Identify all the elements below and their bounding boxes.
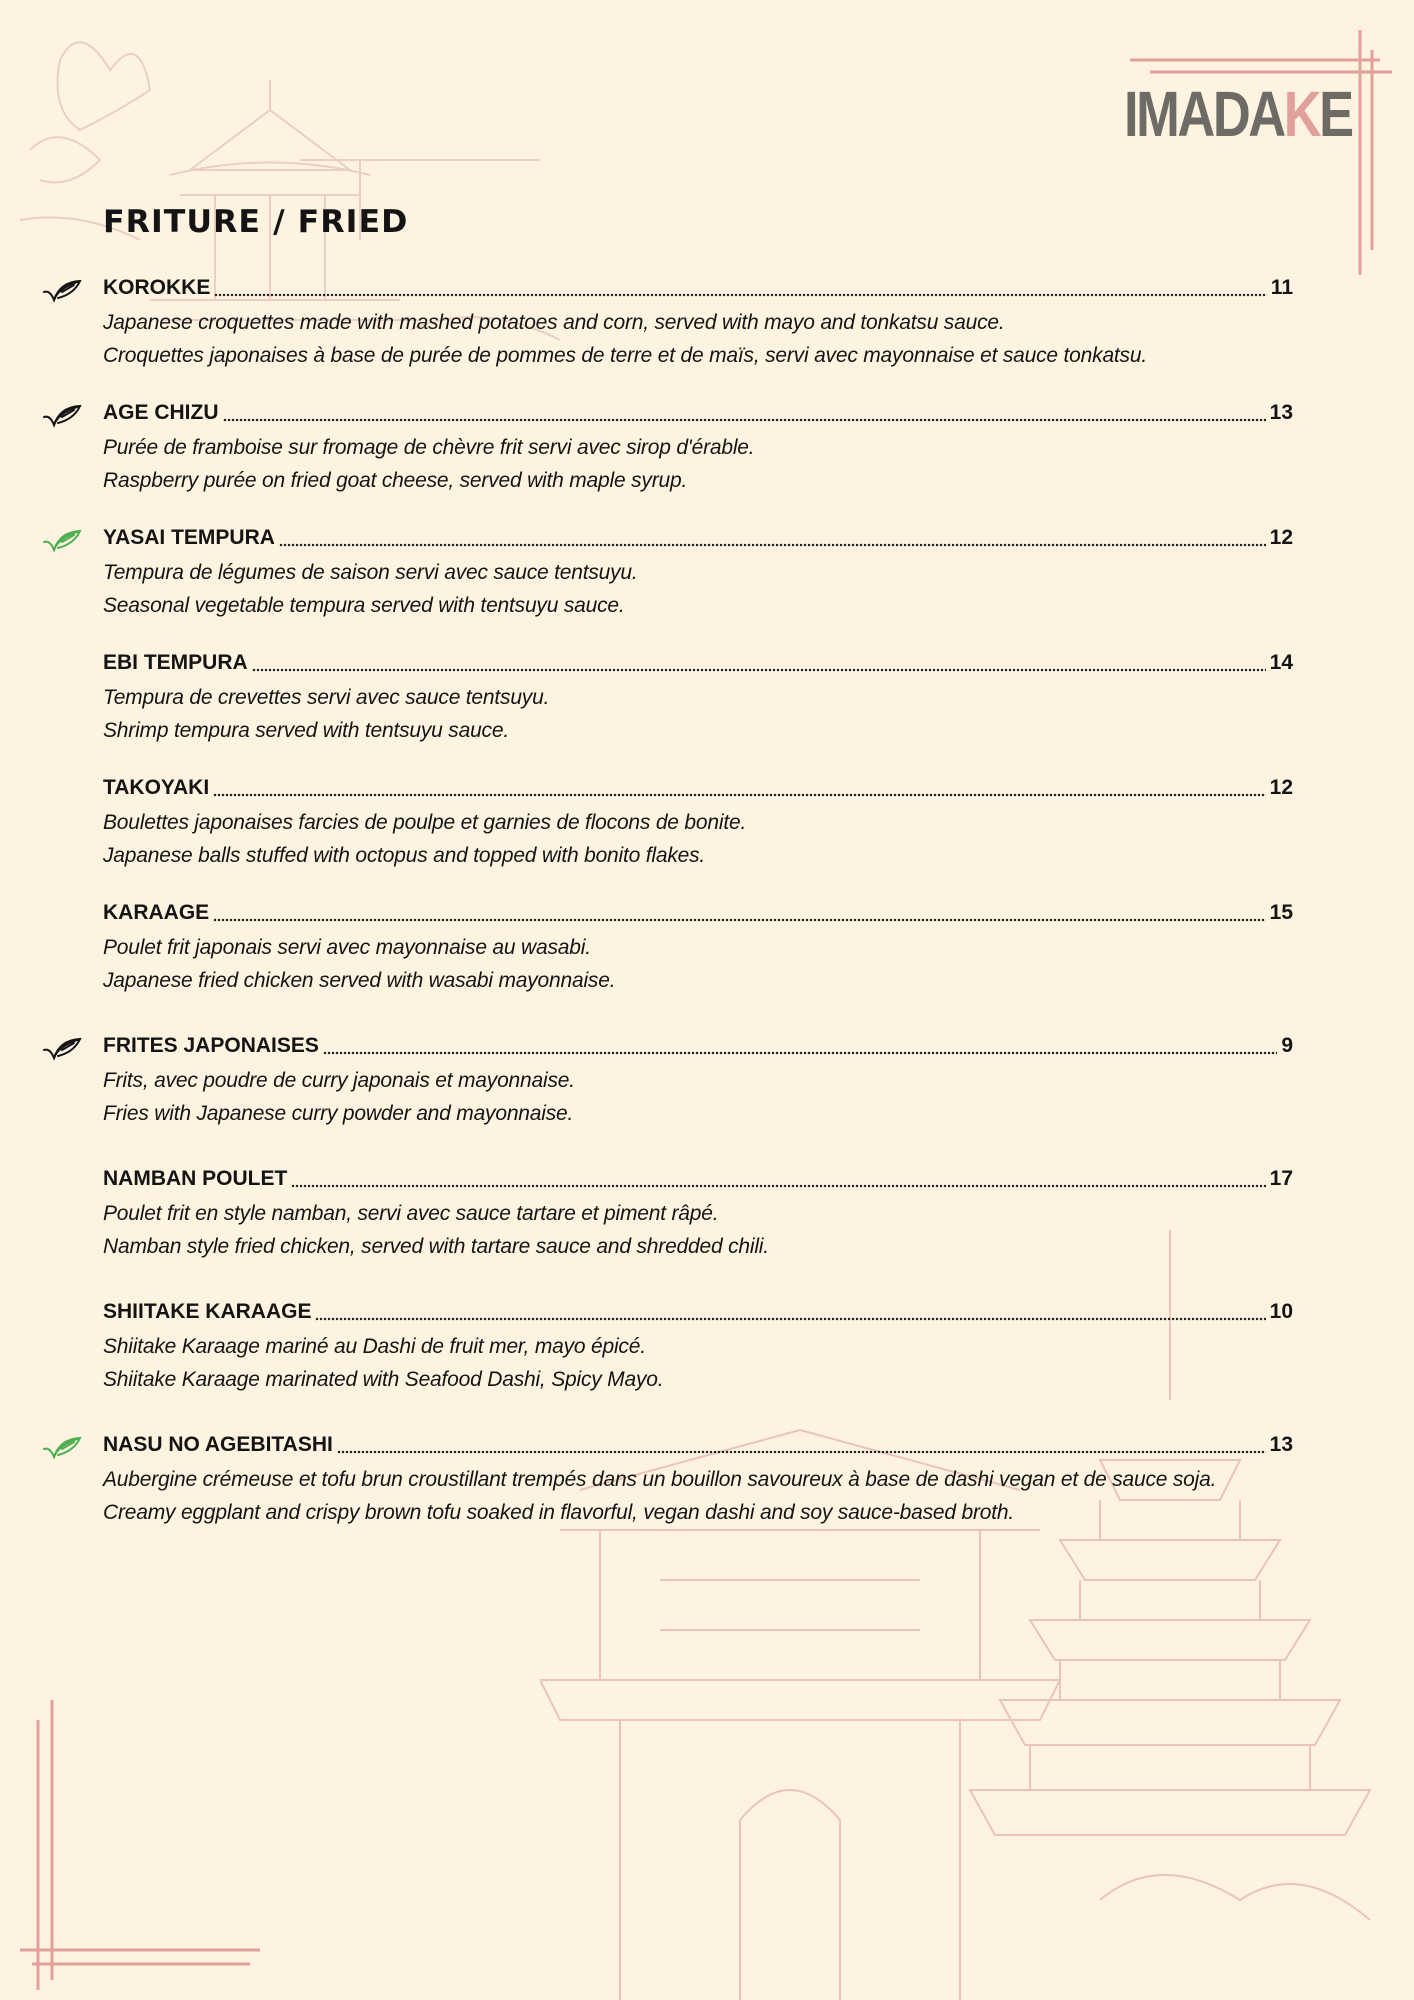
description-line: Purée de framboise sur fromage de chèvre frit servi avec sirop d'érable. — [103, 436, 755, 459]
menu-item — [103, 1034, 1293, 1130]
menu-item-description — [103, 431, 1293, 497]
menu-item — [103, 1433, 1293, 1529]
menu-item-name: AGE CHIZU — [103, 401, 219, 424]
description-line: Shiitake Karaage marinated with Seafood Dashi, Spicy Mayo. — [103, 1368, 664, 1391]
description-line: Seasonal vegetable tempura served with tentsuyu sauce. — [103, 594, 625, 617]
description-line: Japanese balls stuffed with octopus and topped with bonito flakes. — [103, 844, 706, 867]
menu-item-description — [103, 1197, 1293, 1263]
menu-item-price: 13 — [1269, 401, 1293, 424]
description-line: Boulettes japonaises farcies de poulpe et garnies de flocons de bonite. — [103, 811, 747, 834]
description-line: Tempura de légumes de saison servi avec sauce tentsuyu. — [103, 561, 638, 584]
dotted-leader — [252, 668, 1266, 672]
leaf-outline-icon — [40, 1036, 84, 1062]
description-line: Namban style fried chicken, served with tartare sauce and shredded chili. — [103, 1235, 769, 1258]
menu-item-price: 13 — [1269, 1433, 1293, 1456]
menu-item-price: 9 — [1281, 1034, 1293, 1057]
menu-item-description — [103, 556, 1293, 622]
menu-item-name: EBI TEMPURA — [103, 651, 248, 674]
menu-item-price: 10 — [1269, 1300, 1293, 1323]
description-line: Japanese croquettes made with mashed potatoes and corn, served with mayo and tonkatsu sauce. — [103, 311, 1005, 334]
menu-item-header — [103, 276, 1293, 304]
menu-item-name: TAKOYAKI — [103, 776, 210, 799]
dotted-leader — [323, 1051, 1277, 1055]
menu-item-header — [103, 1300, 1293, 1328]
dotted-leader — [213, 793, 1265, 797]
dotted-leader — [213, 918, 1265, 922]
description-line: Frits, avec poudre de curry japonais et mayonnaise. — [103, 1069, 575, 1092]
description-line: Aubergine crémeuse et tofu brun croustillant trempés dans un bouillon savoureux à base de dashi vegan et de sauce soja. — [103, 1468, 1217, 1491]
menu-item-name: NASU NO AGEBITASHI — [103, 1433, 333, 1456]
vegan-leaf-icon — [40, 1435, 84, 1461]
menu-item-description — [103, 1463, 1293, 1529]
menu-item-header — [103, 1433, 1293, 1461]
menu-item-description — [103, 1064, 1293, 1130]
description-line: Shrimp tempura served with tentsuyu sauce. — [103, 719, 509, 742]
menu-item-name: KOROKKE — [103, 276, 211, 299]
description-line: Japanese fried chicken served with wasabi mayonnaise. — [103, 969, 616, 992]
description-line: Creamy eggplant and crispy brown tofu soaked in flavorful, vegan dashi and soy sauce-based broth. — [103, 1501, 1014, 1524]
menu-item-header — [103, 901, 1293, 929]
menu-item-header — [103, 1034, 1293, 1062]
menu-item-description — [103, 931, 1293, 997]
menu-item-header — [103, 1167, 1293, 1195]
menu-item-name: SHIITAKE KARAAGE — [103, 1300, 312, 1323]
menu-item-price: 15 — [1269, 901, 1293, 924]
description-line: Fries with Japanese curry powder and mayonnaise. — [103, 1102, 574, 1125]
menu-item-header — [103, 651, 1293, 679]
menu-item-price: 12 — [1269, 526, 1293, 549]
description-line: Raspberry purée on fried goat cheese, served with maple syrup. — [103, 469, 688, 492]
menu-item — [103, 401, 1293, 497]
description-line: Shiitake Karaage mariné au Dashi de fruit mer, mayo épicé. — [103, 1335, 646, 1358]
menu-item — [103, 1167, 1293, 1263]
menu-item-price: 11 — [1270, 276, 1293, 299]
menu-item — [103, 276, 1293, 372]
dotted-leader — [214, 293, 1266, 297]
dotted-leader — [279, 543, 1266, 547]
menu-item — [103, 651, 1293, 747]
menu-item-price: 12 — [1269, 776, 1293, 799]
vegan-leaf-icon — [40, 528, 84, 554]
menu-item-price: 14 — [1269, 651, 1293, 674]
menu-item — [103, 776, 1293, 872]
dotted-leader — [337, 1450, 1266, 1454]
menu-item-header — [103, 401, 1293, 429]
description-line: Croquettes japonaises à base de purée de pommes de terre et de maïs, servi avec mayonnaise et sauce tonkatsu. — [103, 344, 1147, 367]
leaf-outline-icon — [40, 403, 84, 429]
menu-item-name: NAMBAN POULET — [103, 1167, 288, 1190]
menu-item — [103, 1300, 1293, 1396]
dotted-leader — [291, 1184, 1265, 1188]
menu-item-header — [103, 526, 1293, 554]
description-line: Tempura de crevettes servi avec sauce tentsuyu. — [103, 686, 550, 709]
leaf-outline-icon — [40, 278, 84, 304]
menu-item-name: YASAI TEMPURA — [103, 526, 275, 549]
section-title: FRITURE / FRIED — [103, 204, 409, 240]
menu-item-header — [103, 776, 1293, 804]
top-right-frame-lines — [1130, 20, 1400, 280]
menu-item-description — [103, 1330, 1293, 1396]
menu-item-description — [103, 806, 1293, 872]
menu-item — [103, 526, 1293, 622]
menu-item-description — [103, 681, 1293, 747]
brand-logo: IMADAKE — [1124, 78, 1352, 150]
bottom-left-frame-lines — [20, 1700, 280, 2000]
dotted-leader — [315, 1317, 1265, 1321]
description-line: Poulet frit japonais servi avec mayonnaise au wasabi. — [103, 936, 591, 959]
menu-item-name: FRITES JAPONAISES — [103, 1034, 319, 1057]
menu-item — [103, 901, 1293, 997]
menu-item-name: KARAAGE — [103, 901, 210, 924]
menu-item-price: 17 — [1269, 1167, 1293, 1190]
dotted-leader — [223, 418, 1266, 422]
menu-item-description — [103, 306, 1293, 372]
description-line: Poulet frit en style namban, servi avec sauce tartare et piment râpé. — [103, 1202, 719, 1225]
